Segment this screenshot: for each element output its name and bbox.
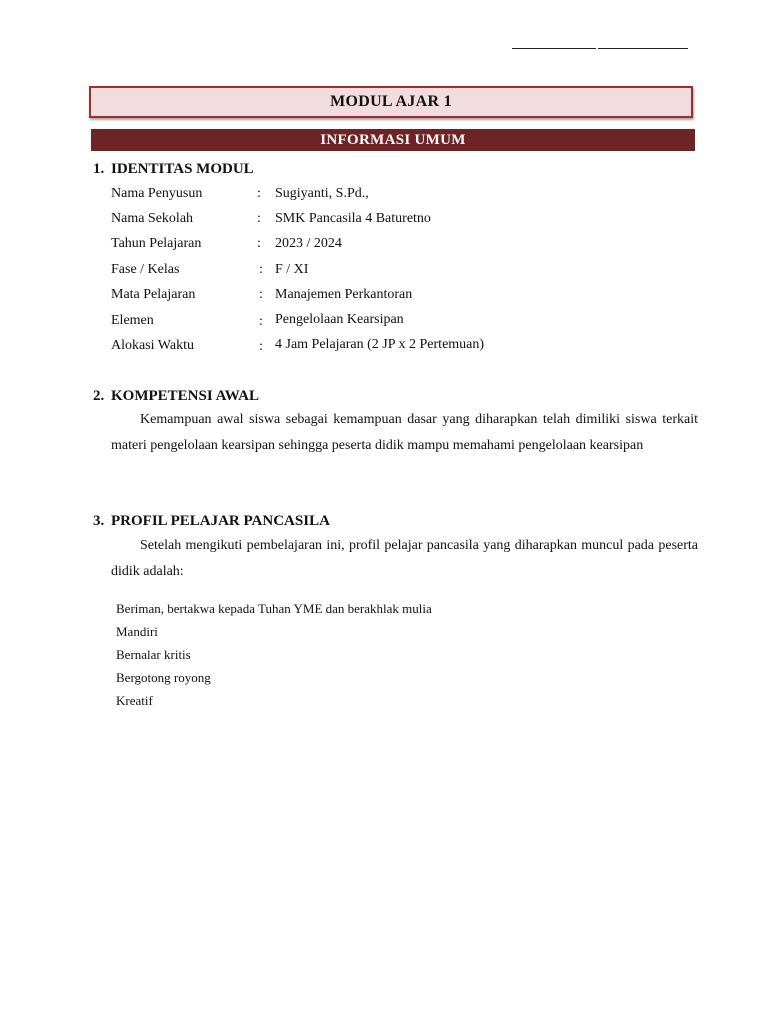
list-item: Bergotong royong [116,670,211,685]
identity-colon: : [257,186,261,201]
identity-value: Sugiyanti, S.Pd., [275,186,369,201]
module-title: MODUL AJAR 1 [330,93,452,110]
identity-label: Fase / Kelas [111,262,180,277]
identity-value: F / XI [275,262,309,277]
identity-colon: : [259,287,263,302]
identity-value: 2023 / 2024 [275,236,342,251]
identity-label: Elemen [111,313,154,328]
identity-value: Pengelolaan Kearsipan [275,312,404,327]
list-item: Bernalar kritis [116,647,191,662]
section-profil-heading [93,513,330,530]
identity-colon: : [257,211,261,226]
section-title: KOMPETENSI AWAL [111,388,259,404]
identity-label: Mata Pelajaran [111,287,196,302]
identity-label: Alokasi Waktu [111,338,194,353]
identity-value: 4 Jam Pelajaran (2 JP x 2 Pertemuan) [275,337,485,352]
list-item: Beriman, bertakwa kepada Tuhan YME dan berakhlak mulia [116,601,432,616]
section-title: IDENTITAS MODUL [111,161,254,177]
identity-colon: : [259,314,263,329]
list-item: Mandiri [116,624,158,639]
identity-colon: : [259,339,263,354]
identity-colon: : [259,262,263,277]
section-identitas-heading [93,161,254,178]
section-title: PROFIL PELAJAR PANCASILA [111,513,330,529]
identity-label: Nama Sekolah [111,211,194,226]
identity-label: Tahun Pelajaran [111,236,202,251]
profil-paragraph: Setelah mengikuti pembelajaran ini, profil pelajar pancasila yang diharapkan muncul pada peserta didik adalah: [111,538,698,579]
list-item: Kreatif [116,693,153,708]
signature-line-right [598,48,688,49]
identity-value: Manajemen Perkantoran [275,287,413,302]
section-number: 1. [93,161,105,177]
profil-list [116,600,432,715]
signature-line-left [512,48,596,49]
identity-colon: : [257,236,261,251]
identity-value: SMK Pancasila 4 Baturetno [275,211,431,226]
info-bar [91,129,695,151]
identity-label: Nama Penyusun [111,186,203,201]
kompetensi-paragraph: Kemampuan awal siswa sebagai kemampuan dasar yang diharapkan telah dimiliki siswa terkait materi pengelolaan kearsipan sehingga peserta didik mampu memahami pengelolaan kearsipan [111,412,698,453]
section-kompetensi-heading [93,388,259,405]
info-bar-label: INFORMASI UMUM [320,131,466,148]
module-title-box [89,86,693,118]
section-number: 2. [93,388,105,404]
section-number: 3. [93,513,105,529]
